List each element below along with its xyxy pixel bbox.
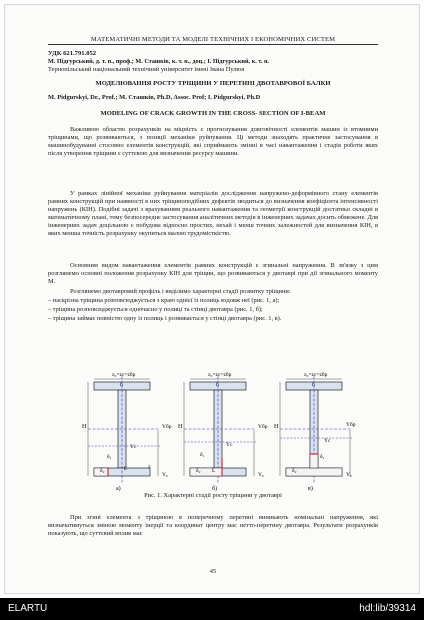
paragraph-1: Важливою областю розрахунків на міцність є прогнозування довговічності елементів машин із втомними тріщинами, що розвиваються, з позиції механіки руйнування. Ці методи знаходять практичне застосування в машинобудуванні стосовно елементів конструкцій, які сприймають змінні в часі навантаження і стадія роботи яких після утворення тріщини є суттєвою для визначення ресурсу машини. [48,126,378,157]
label-Ybr-a: Yбр [162,424,172,430]
label-delta1-a: δ₁ [107,454,112,460]
title-en: MODELING OF CRACK GROWTH IN THE CROSS- SECTION OF I-BEAM [100,110,326,117]
figure-caption: Рис. 1. Характерні стадії росту тріщини у двотаврі [144,492,282,499]
bullet-2: – тріщина розповсюджується одночасно у полиці та стінці двотавра (рис. 1, б); [48,306,263,313]
label-L-a: L [124,466,128,472]
panel-label-a: а) [116,486,121,492]
footer-repository-name: ELARTU [8,603,48,614]
label-top-a: z₀=zc=zбр [112,372,136,378]
label-H-a: H [82,424,87,430]
label-delta2-a: δ₂ [100,468,105,474]
ibeam-stage-b [184,376,256,484]
affiliation: Тернопільський національний технічний університет імені Івана Пулюя [48,66,245,73]
panel-label-c: в) [308,486,313,492]
running-header: МАТЕМАТИЧНІ МЕТОДИ ТА МОДЕЛІ ТЕХНІЧНИХ І ЕКОНОМІЧНИХ СИСТЕМ [90,36,336,43]
label-Yc-b: Yc [226,442,233,448]
label-b-a: b [120,382,123,388]
label-Y0-b: Y₀ [258,472,264,478]
label-L-b: L [212,468,216,474]
label-Ybr-b: Yбр [258,424,268,430]
ibeam-stage-c [280,376,352,484]
label-Ybr-c: Yбр [346,422,356,428]
repository-footer-bar [0,598,424,620]
label-top-b: z₀=zc=zбр [208,372,232,378]
paragraph-3: Основним видом навантаження елементів рамних конструкцій є згинальні напруження. В зв'язку з цим розглянемо основні положення розрахунку КІН для тріщин, що розвиваються у двотаврі при дії згинального моменту М. [48,262,378,285]
label-delta2-b: δ₂ [196,468,201,474]
authors-ua: М. Підгурський, д. т. н., проф.; М. Сташків, к. т. н., доц.; І. Підгурський, к. т. н. [48,58,270,65]
label-b-b: b [216,382,219,388]
label-b-c: b [312,382,315,388]
paragraph-4: Розглянемо двотавровий профіль і виділимо характерні стадії розвитку тріщини: [70,288,291,295]
udk-code: УДК 621.791.052 [48,50,97,57]
label-delta1-b: δ₁ [200,452,205,458]
label-delta2-c: δ₂ [292,468,297,474]
title-ua: МОДЕЛЮВАННЯ РОСТУ ТРІЩИНИ У ПЕРЕТИНІ ДВОТАВРОВОЇ БАЛКИ [95,80,331,87]
paragraph-2: У рамках лінійної механіки руйнування матеріалів дослідження напружено-деформівного стану елементів рамних конструкцій при наявності в них тріщиноподібних дефектів зводиться до визначення коефіцієнта інтенсивності напружень (КІН). Подібні задачі з врахуванням реального навантаження та геометрії конструкцій достатньо складні в математичному плані, тому безпосереднє застосування аналітичних методів в інженерних задачах досить обмежене. Для інженерних задач доцільною є побудова відносно простих, нехай і менш точних залежностей для визначення КІН, в яких менша точність розрахунку окупиться малою трудомісткістю. [48,190,378,237]
figure-1-ibeam-crack-stages [72,368,358,492]
label-Y0-c: Y₀ [346,472,352,478]
label-z-a: z [148,464,151,470]
label-H-c: H [274,424,279,430]
label-Y0-a: Y₀ [162,472,168,478]
authors-en: M. Pidgurskyi, Dr., Prof.; M. Сташків, Ph.D, Assoc. Prof; I. Pidgurskyi, Ph.D [48,94,261,101]
label-Yc-a: Yc [130,444,137,450]
label-Yc-c: Yc [324,438,331,444]
label-H-b: H [178,424,183,430]
bullet-3: – тріщина займає повністю одну із полиць і розвивається у стінці двотавра (рис. 1, в). [48,315,282,322]
paragraph-final: При згині елемента з тріщиною в поперечному перетині виникають номінальні напруження, які визначатимуться зміною моменту інерції та координат центру мас нетто-перетину двотавра. Результати розрахунків показують, що суттєвий вплив має [48,514,378,537]
bullet-1: – наскрізна тріщина розповсюджується з краю однієї із полиць вздовж неї (рис. 1, а); [48,297,280,304]
page-number: 45 [209,568,217,575]
label-top-c: z₀=zc=zбр [304,372,328,378]
footer-handle-link[interactable]: hdl:lib/39314 [359,603,416,614]
panel-label-b: б) [212,486,218,492]
header-rule [48,44,378,45]
label-delta1-c: δ₁ [320,454,325,460]
